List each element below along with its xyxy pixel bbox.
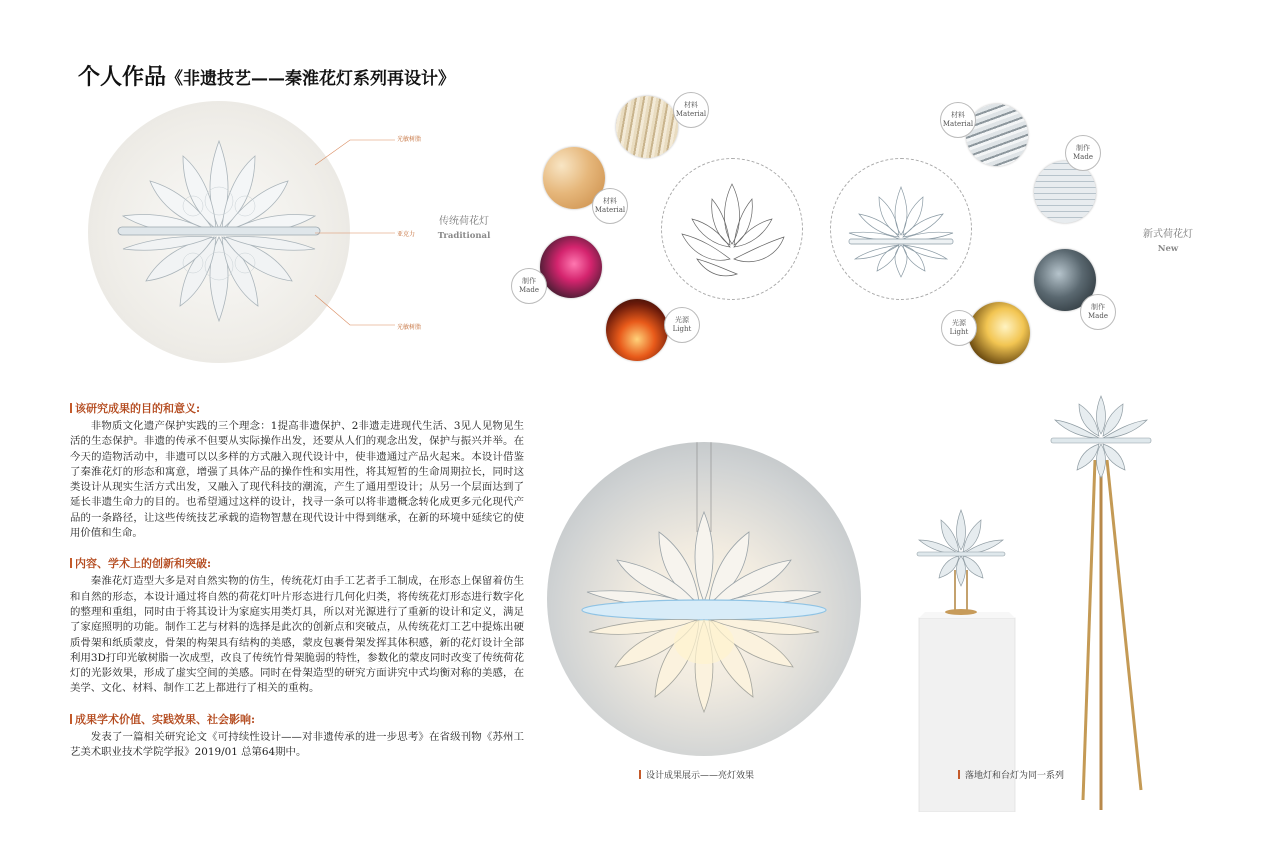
bubble-en: Material: [594, 206, 626, 214]
bubble-cn: 制作: [522, 277, 536, 285]
traditional-lotus-drawing: [662, 159, 802, 299]
bubble-cn: 光源: [675, 316, 689, 324]
bubble-cn: 材料: [951, 111, 965, 119]
traditional-label-cn: 传统荷花灯: [439, 216, 489, 227]
section-body-impact: 发表了一篇相关研究论文《可持续性设计——对非遗传承的进一步思考》在省级刊物《苏州工艺美术职业技术学院学报》2019/01 总第64期中。: [70, 730, 524, 759]
bubble-left-made: [511, 268, 547, 304]
photo-resin-material: [966, 104, 1028, 166]
bubble-cn: 制作: [1076, 144, 1090, 152]
photo-flower-made: [540, 236, 602, 298]
section-heading-purpose: 该研究成果的目的和意义:: [70, 400, 524, 416]
photo-bamboo-material: [616, 96, 678, 158]
bubble-right-made-2: [1080, 294, 1116, 330]
lit-lamp-illustration: [547, 442, 861, 756]
floor-lamp-scene: [905, 390, 1177, 812]
bubble-en: Light: [672, 325, 692, 333]
new-lotus-drawing: [831, 159, 971, 299]
bubble-cn: 制作: [1091, 303, 1105, 311]
bubble-left-material-1: [673, 92, 709, 128]
new-label-en: New: [1157, 244, 1179, 254]
bubble-en: Made: [519, 286, 539, 294]
bubble-left-light: [664, 307, 700, 343]
title-main: 个人作品: [78, 65, 167, 90]
text-column: [70, 400, 524, 760]
traditional-label: [432, 214, 496, 244]
floor-and-table-lamp-illustration: [905, 390, 1177, 812]
bubble-cn: 材料: [684, 101, 698, 109]
annotation-resin-bottom: 光敏树脂: [397, 324, 422, 331]
new-label-cn: 新式荷花灯: [1143, 229, 1193, 240]
title-sub: 《非遗技艺——秦淮花灯系列再设计》: [166, 69, 456, 89]
section-body-innovation: 秦淮花灯造型大多是对自然实物的仿生，传统花灯由手工艺者手工制成，在形态上保留着仿生和自然的形态，本设计通过将自然的荷花灯叶片形态进行几何化归类，将传统花灯形态进行数字化的整理和重组，同时由于将其设计为家庭实用类灯具，所以对光源进行了重新的设计和定义，满足了家庭照明的功能。制作工艺与材料的选择是此次的创新点和突破点，从传统花灯工艺中提炼出硬质骨架和纸质蒙皮，骨架的构架具有结构的美感，蒙皮包裹骨架发挥其体积感，新的花灯设计全部利用3D打印光敏树脂一次成型，改良了传统竹骨架脆弱的特性，参数化的蒙皮同时改变了传统荷花灯的光影效果，形成了虚实空间的美感。同时在骨架造型的研究方面讲究中式均衡对称的美感，在美学、文化、材料、制作工艺上都进行了相关的重构。: [70, 575, 524, 695]
section-heading-impact: 成果学术价值、实践效果、社会影响:: [70, 711, 524, 727]
traditional-lotus-sketch: [661, 158, 803, 300]
photo-led-light: [968, 302, 1030, 364]
bubble-right-light: [941, 310, 977, 346]
bubble-right-material: [940, 102, 976, 138]
bubble-en: Made: [1088, 312, 1108, 320]
bubble-left-material-2: [592, 188, 628, 224]
caption-lit-effect: 设计成果展示——亮灯效果: [639, 768, 754, 781]
new-label: [1136, 227, 1200, 257]
bubble-cn: 材料: [603, 197, 617, 205]
new-lotus-sketch: [830, 158, 972, 300]
photo-candle-light: [606, 299, 668, 361]
annotation-acrylic: 亚克力: [397, 231, 416, 238]
bubble-right-made-1: [1065, 135, 1101, 171]
annotation-resin-top: 光敏树脂: [397, 136, 422, 143]
bubble-en: Material: [942, 120, 974, 128]
lit-lamp-photo: [547, 442, 861, 756]
caption-floor-table-lamp: 落地灯和台灯为同一系列: [958, 768, 1064, 781]
bubble-en: Light: [949, 328, 969, 336]
section-heading-innovation: 内容、学术上的创新和突破:: [70, 555, 524, 571]
bubble-en: Material: [675, 110, 707, 118]
bubble-cn: 光源: [952, 319, 966, 327]
page-title: [78, 60, 455, 91]
bubble-en: Made: [1073, 153, 1093, 161]
section-body-purpose: 非物质文化遗产保护实践的三个理念：1提高非遗保护、2非遗走进现代生活、3见人见物见生活的生态保护。非遗的传承不但要从实际操作出发，还要从人们的观念出发，保护与振兴并举。在今天的造物活动中，非遗可以以多样的方式融入现代设计中，使非遗通过产品火起来。本设计借鉴了秦淮花灯的形态和寓意，增强了具体产品的操作性和实用性，将其短暂的生命周期拉长，同时这类设计从现实生活方式出发，又融入了现代科技的潮流，产生了通用型设计；从另一个层面达到了延长非遗生命力的目的。也希望通过这样的设计，找寻一条可以将非遗概念转化成更多元化现代产品的一条路径，让这些传统技艺承载的造物智慧在现代设计中得到继承，在新的环境中延续它的使用价值和生命。: [70, 420, 524, 540]
hero-leader-lines: [310, 125, 410, 335]
traditional-label-en: Traditional: [437, 231, 491, 241]
